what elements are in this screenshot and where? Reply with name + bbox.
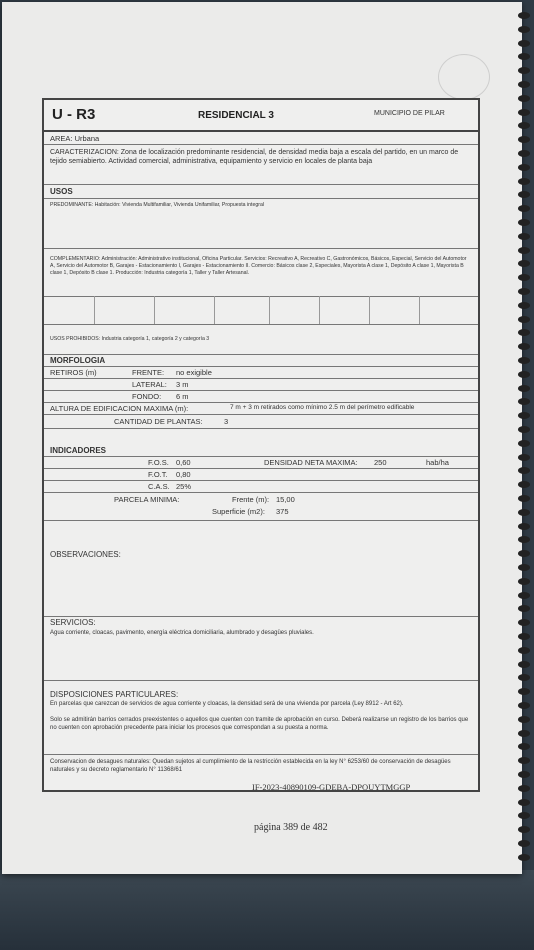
- spiral-ring: [518, 619, 530, 626]
- spiral-ring: [518, 40, 530, 47]
- municipality: MUNICIPIO DE PILAR: [374, 110, 445, 117]
- spiral-ring: [518, 233, 530, 240]
- spiral-ring: [518, 592, 530, 599]
- spiral-ring: [518, 688, 530, 695]
- indicadores-title: INDICADORES: [50, 446, 107, 455]
- spiral-ring: [518, 481, 530, 488]
- spiral-ring: [518, 260, 530, 267]
- spiral-ring: [518, 702, 530, 709]
- fot-value: 0,80: [176, 470, 191, 479]
- spiral-ring: [518, 122, 530, 129]
- usos-complementario: COMPLEMENTARIO: Administración: Administrativo institucional, Oficina Particular. Servicios: Recreativo A, Recreativo C, Gastronómicos, Básicos, Especial, Servicio del Automotor A, Servicio del Automotor B, Garajes - Estacionamiento I, Garajes - Estacionamiento II. Comercio: Básicos clase 2, Especiales, Mayorista A clase 1, Depósito A clase 1, Mayorista B clase 1, Depósito B clase 1. Producción: Industria categoría 1, Taller y Taller Artesanal.: [50, 256, 467, 277]
- observaciones-label: OBSERVACIONES:: [50, 550, 121, 559]
- superficie-label: Superficie (m2):: [212, 507, 265, 516]
- spiral-ring: [518, 785, 530, 792]
- plantas-label: CANTIDAD DE PLANTAS:: [114, 417, 203, 426]
- spiral-ring: [518, 109, 530, 116]
- spiral-ring: [518, 302, 530, 309]
- usos-predominante: PREDOMINANTE: Habitación: Vivienda Multifamiliar, Vivienda Unifamiliar, Propuesta integral: [50, 202, 265, 208]
- disposiciones-title: DISPOSICIONES PARTICULARES:: [50, 690, 179, 699]
- background-floor: [0, 870, 534, 950]
- spiral-ring: [518, 53, 530, 60]
- disposiciones-p1: En parcelas que carezcan de servicios de agua corriente y cloacas, la densidad será de una vivienda por parcela (Ley 8912 - Art 62).: [50, 701, 404, 707]
- disposiciones-p3: Conservacion de desagues naturales: Quedan sujetos al cumplimiento de la restricción establecida en la ley N° 6253/60 de conservación de desagües naturales y su decreto reglamentario N° 11368/61: [50, 759, 451, 774]
- spiral-ring: [518, 564, 530, 571]
- spiral-ring: [518, 329, 530, 336]
- fos-label: F.O.S.: [148, 458, 169, 467]
- spiral-ring: [518, 661, 530, 668]
- spiral-ring: [518, 550, 530, 557]
- spiral-ring: [518, 316, 530, 323]
- spiral-ring: [518, 219, 530, 226]
- servicios-text: Agua corriente, cloacas, pavimento, energía eléctrica domiciliaria, alumbrado y desagües pluviales.: [50, 630, 314, 636]
- pagination: página 389 de 482: [254, 822, 328, 833]
- fot-label: F.O.T.: [148, 470, 168, 479]
- spiral-ring: [518, 495, 530, 502]
- stamp-mark: [438, 54, 490, 100]
- spiral-ring: [518, 398, 530, 405]
- lateral-label: LATERAL:: [132, 380, 167, 389]
- spiral-ring: [518, 150, 530, 157]
- spiral-ring: [518, 757, 530, 764]
- spiral-ring: [518, 743, 530, 750]
- spiral-ring: [518, 771, 530, 778]
- document-code: IF-2023-40890109-GDEBA-DPOUYTMGGP: [252, 782, 411, 792]
- spiral-ring: [518, 247, 530, 254]
- parcela-frente-value: 15,00: [276, 495, 295, 504]
- paper-page: [2, 2, 522, 874]
- fondo-value: 6 m: [176, 392, 189, 401]
- superficie-value: 375: [276, 507, 289, 516]
- parcela-label: PARCELA MINIMA:: [114, 495, 180, 504]
- spiral-binding: [514, 12, 534, 872]
- spiral-ring: [518, 26, 530, 33]
- spiral-ring: [518, 12, 530, 19]
- spiral-ring: [518, 647, 530, 654]
- spiral-ring: [518, 191, 530, 198]
- spiral-ring: [518, 136, 530, 143]
- spiral-ring: [518, 178, 530, 185]
- densidad-unit: hab/ha: [426, 458, 449, 467]
- spiral-ring: [518, 854, 530, 861]
- caracterizacion-text: CARACTERIZACION: Zona de localización predominante residencial, de densidad media baja a escala del partido, en un marco de tejido semiabierto. Actividad comercial, administrativa, equipamiento y servicio en locales de planta baja: [50, 149, 459, 166]
- densidad-value: 250: [374, 458, 387, 467]
- fondo-label: FONDO:: [132, 392, 162, 401]
- spiral-ring: [518, 81, 530, 88]
- spiral-ring: [518, 730, 530, 737]
- spiral-ring: [518, 385, 530, 392]
- spiral-ring: [518, 578, 530, 585]
- retiros-label: RETIROS (m): [50, 368, 97, 377]
- cas-label: C.A.S.: [148, 482, 170, 491]
- cas-value: 25%: [176, 482, 192, 491]
- spiral-ring: [518, 812, 530, 819]
- frente-label: FRENTE:: [132, 368, 165, 377]
- form-header: [44, 100, 478, 132]
- spiral-ring: [518, 454, 530, 461]
- spiral-ring: [518, 343, 530, 350]
- spiral-ring: [518, 440, 530, 447]
- zone-code: U - R3: [52, 106, 96, 123]
- spiral-ring: [518, 467, 530, 474]
- usos-prohibidos: USOS PROHIBIDOS: Industria categoría 1, categoría 2 y categoría 3: [50, 336, 210, 342]
- parcela-frente-label: Frente (m):: [232, 495, 270, 504]
- spiral-ring: [518, 799, 530, 806]
- spiral-ring: [518, 205, 530, 212]
- spiral-ring: [518, 274, 530, 281]
- spiral-ring: [518, 840, 530, 847]
- spiral-ring: [518, 426, 530, 433]
- spiral-ring: [518, 288, 530, 295]
- spiral-ring: [518, 605, 530, 612]
- zoning-form: [42, 98, 480, 792]
- spiral-ring: [518, 633, 530, 640]
- area-label: AREA: Urbana: [50, 134, 100, 143]
- frente-value: no exigible: [176, 368, 212, 377]
- spiral-ring: [518, 412, 530, 419]
- spiral-ring: [518, 164, 530, 171]
- densidad-label: DENSIDAD NETA MAXIMA:: [264, 458, 358, 467]
- spiral-ring: [518, 95, 530, 102]
- spiral-ring: [518, 674, 530, 681]
- spiral-ring: [518, 536, 530, 543]
- spiral-ring: [518, 509, 530, 516]
- spiral-ring: [518, 67, 530, 74]
- altura-value: 7 m + 3 m retirados como mínimo 2.5 m del perímetro edificable: [230, 404, 415, 411]
- spiral-ring: [518, 357, 530, 364]
- morfologia-title: MORFOLOGIA: [50, 356, 106, 365]
- spiral-ring: [518, 523, 530, 530]
- servicios-title: SERVICIOS:: [50, 618, 96, 627]
- spiral-ring: [518, 826, 530, 833]
- usos-title: USOS: [50, 187, 73, 196]
- fos-value: 0,60: [176, 458, 191, 467]
- plantas-value: 3: [224, 417, 229, 426]
- disposiciones-p2: Solo se admitirán barrios cerrados preexistentes o aquellos que cuenten con tramite de aprobación en curso. Deberá realizarse un registro de los barrios que no cuenten con aprobación precedente para iniciar los procesos que correspondan a su puesta a norma.: [50, 717, 469, 732]
- zone-title: RESIDENCIAL 3: [198, 110, 274, 121]
- spiral-ring: [518, 716, 530, 723]
- lateral-value: 3 m: [176, 380, 189, 389]
- altura-label: ALTURA DE EDIFICACION MAXIMA (m):: [50, 404, 189, 413]
- spiral-ring: [518, 371, 530, 378]
